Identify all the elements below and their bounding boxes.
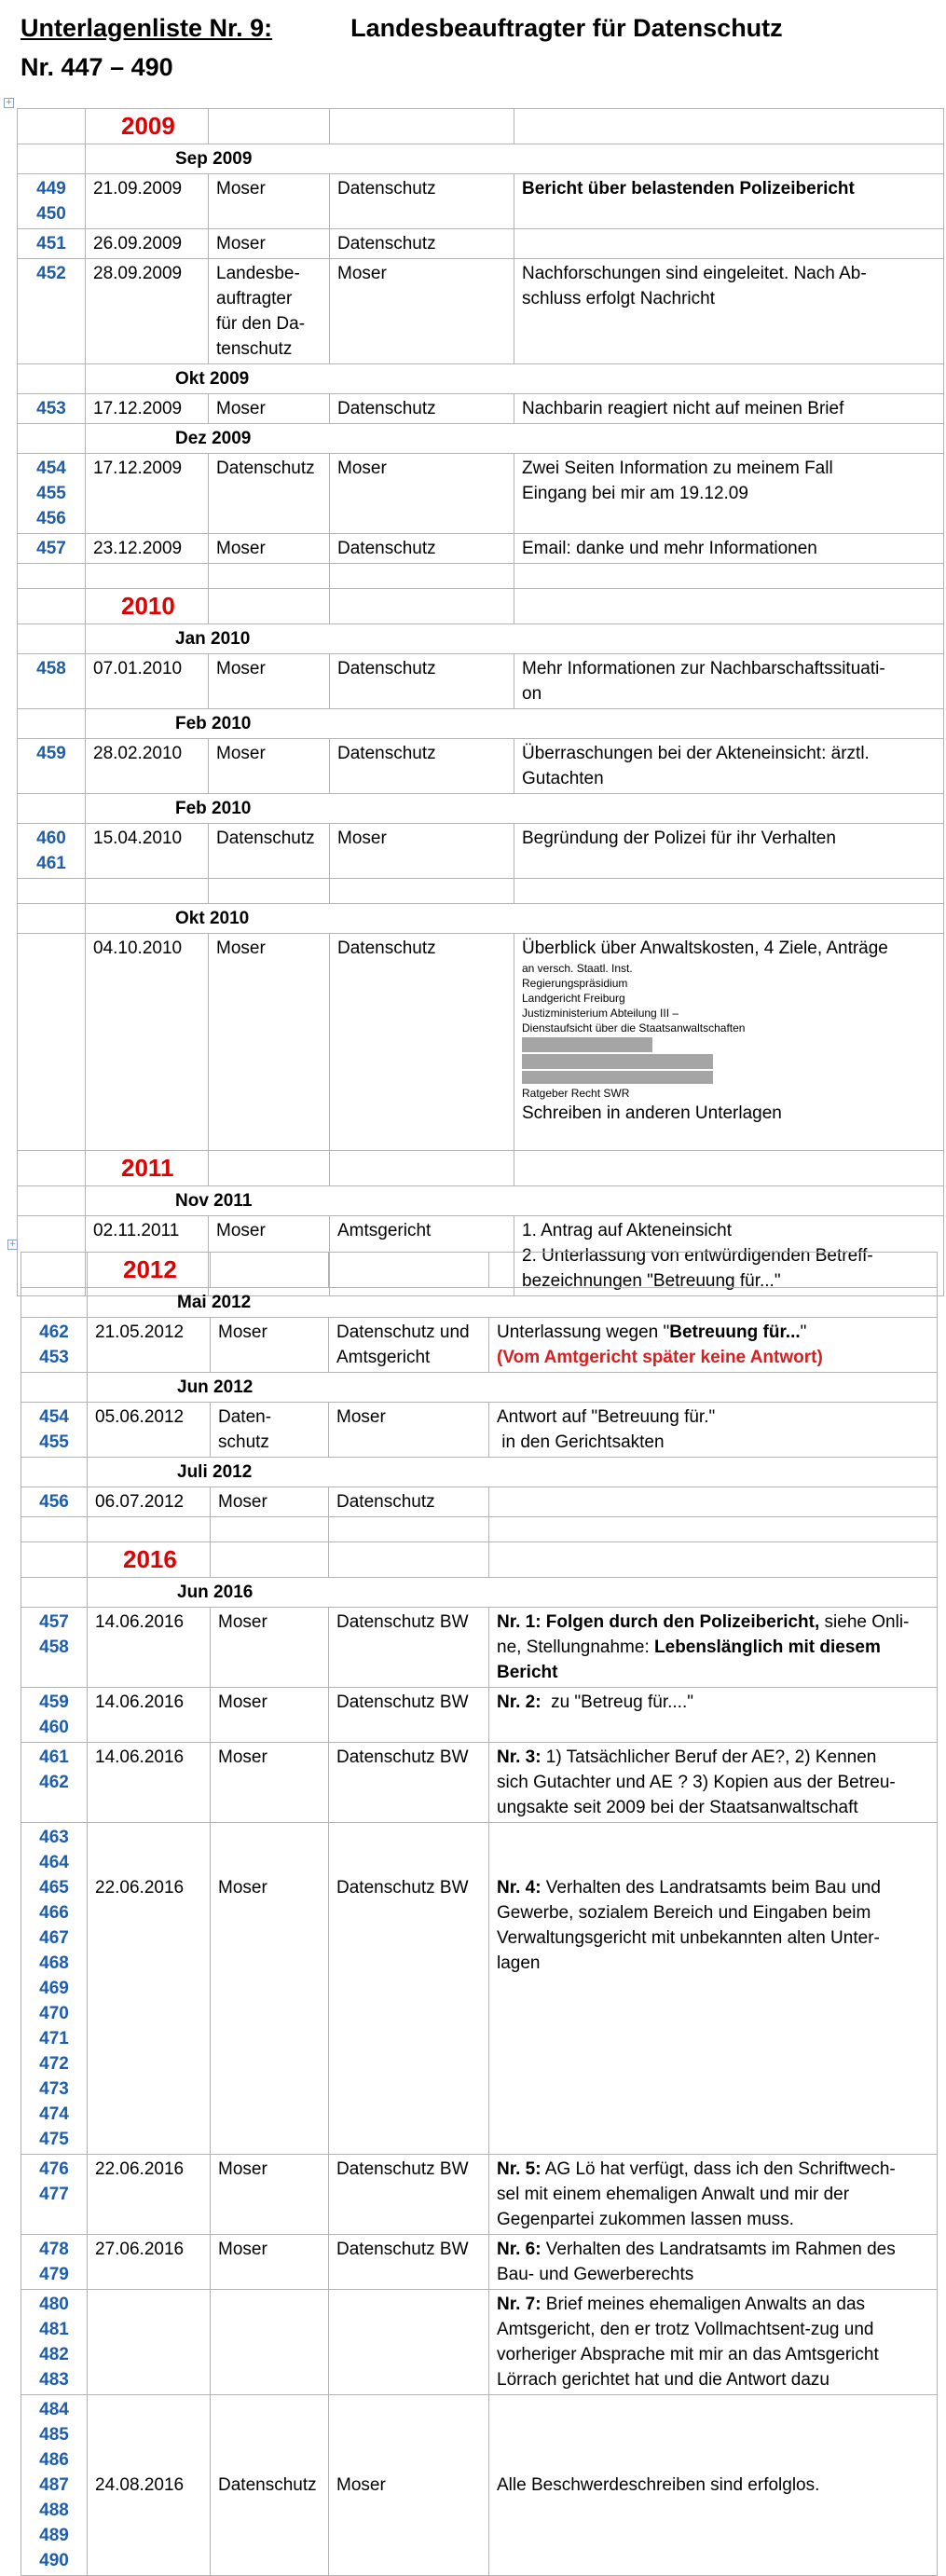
month-heading: Feb 2010 [86, 709, 944, 739]
description-cell: Nr. 3: 1) Tatsächlicher Beruf der AE?, 2) Kennen sich Gutachter und AE ? 3) Kopien aus der Betreu- ungsakte seit 2009 bei der Staatsanwaltschaft [489, 1743, 938, 1823]
recipient-cell: Datenschutz BW [329, 1743, 489, 1823]
recipient-cell: Moser [330, 824, 514, 879]
document-numbers: 449 450 [18, 174, 86, 229]
date-cell: 27.06.2016 [88, 2235, 211, 2290]
month-heading: Jan 2010 [86, 624, 944, 654]
document-numbers: 460 461 [18, 824, 86, 879]
document-numbers: 480 481 482 483 [21, 2290, 88, 2395]
recipient-cell: Datenschutz BW [329, 1608, 489, 1688]
date-cell: 28.09.2009 [86, 259, 209, 364]
recipient-cell: Datenschutz BW [329, 2155, 489, 2235]
description-cell: Nachforschungen sind eingeleitet. Nach Ab- schluss erfolgt Nachricht [514, 259, 944, 364]
recipient-cell: Moser [329, 2395, 489, 2576]
year-heading: 2016 [88, 1542, 211, 1578]
month-heading: Jun 2016 [88, 1578, 938, 1608]
date-cell: 06.07.2012 [88, 1487, 211, 1517]
sender-cell: Datenschutz [209, 454, 330, 534]
table-row [18, 739, 944, 794]
table-row [18, 229, 944, 259]
document-numbers [18, 934, 86, 1151]
sender-cell: Moser [209, 934, 330, 1151]
sender-cell: Daten- schutz [211, 1403, 329, 1458]
spacer-row [18, 564, 944, 589]
description-cell: Antwort auf "Betreuung für." in den Gerichtsakten [489, 1403, 938, 1458]
list-subtitle: Landesbeauftragter für Datenschutz [350, 14, 783, 42]
sender-cell: Moser [209, 654, 330, 709]
description-cell: Überraschungen bei der Akteneinsicht: ärztl. Gutachten [514, 739, 944, 794]
no-response-note: (Vom Amtgericht später keine Antwort) [497, 1348, 823, 1367]
date-cell [88, 2290, 211, 2395]
table-row [21, 2290, 938, 2395]
year-heading: 2011 [86, 1151, 209, 1186]
year-row [18, 109, 944, 144]
month-heading: Mai 2012 [88, 1288, 938, 1318]
month-row [21, 1578, 938, 1608]
description-cell: Mehr Informationen zur Nachbarschaftssituati- on [514, 654, 944, 709]
month-row [18, 794, 944, 824]
table-row [18, 454, 944, 534]
description-cell: Nr. 5: AG Lö hat verfügt, dass ich den Schriftwech- sel mit einem ehemaligen Anwalt und mir der Gegenpartei zukommen lassen muss. [489, 2155, 938, 2235]
sender-cell: Moser [211, 1743, 329, 1823]
table-row [21, 1608, 938, 1688]
document-header [21, 7, 934, 86]
month-heading: Jun 2012 [88, 1373, 938, 1403]
month-row [21, 1373, 938, 1403]
document-numbers: 461 462 [21, 1743, 88, 1823]
month-row [21, 1288, 938, 1318]
sender-cell: Moser [211, 2235, 329, 2290]
month-row [18, 364, 944, 394]
year-row [21, 1542, 938, 1578]
list-title: Unterlagenliste Nr. 9: [21, 14, 273, 42]
table-row [21, 2235, 938, 2290]
recipient-cell: Datenschutz [330, 174, 514, 229]
table-row [18, 934, 944, 1151]
recipient-cell: Datenschutz BW [329, 1823, 489, 2155]
date-cell: 22.06.2016 [88, 1823, 211, 2155]
document-numbers: 454 455 456 [18, 454, 86, 534]
month-heading: Sep 2009 [86, 144, 944, 174]
year-heading: 2009 [86, 109, 209, 144]
document-numbers: 457 [18, 534, 86, 564]
date-cell: 21.05.2012 [88, 1318, 211, 1373]
document-numbers: 452 [18, 259, 86, 364]
sender-cell: Moser [211, 1688, 329, 1743]
recipient-cell: Datenschutz [330, 739, 514, 794]
redacted-block [522, 1037, 652, 1052]
sender-cell: Moser [209, 739, 330, 794]
sender-cell: Landesbe- auftragter für den Da- tenschutz [209, 259, 330, 364]
redacted-block [522, 1054, 713, 1069]
month-row [18, 709, 944, 739]
description-cell: Nachbarin reagiert nicht auf meinen Brief [514, 394, 944, 424]
table-row [18, 174, 944, 229]
sender-cell: Datenschutz [209, 824, 330, 879]
sender-cell: Moser [209, 394, 330, 424]
date-cell: 05.06.2012 [88, 1403, 211, 1458]
description-cell: Alle Beschwerdeschreiben sind erfolglos. [489, 2395, 938, 2576]
year-heading: 2012 [88, 1253, 211, 1288]
document-numbers: 463 464 465 466 467 468 469 470 471 472 473 474 475 [21, 1823, 88, 2155]
sender-cell: Moser [209, 174, 330, 229]
month-row [21, 1458, 938, 1487]
sender-cell: Moser [209, 1216, 330, 1296]
table-row [21, 1688, 938, 1743]
recipient-cell: Datenschutz [330, 394, 514, 424]
date-cell: 14.06.2016 [88, 1608, 211, 1688]
description-cell [489, 1487, 938, 1517]
document-numbers: 457 458 [21, 1608, 88, 1688]
table-row [18, 824, 944, 879]
month-row [18, 144, 944, 174]
redacted-block [522, 1071, 713, 1084]
document-table-2009-2011 [17, 108, 944, 1296]
document-numbers: 451 [18, 229, 86, 259]
month-heading: Okt 2009 [86, 364, 944, 394]
sender-cell: Moser [211, 1318, 329, 1373]
date-cell: 17.12.2009 [86, 454, 209, 534]
description-cell: Bericht über belastenden Polizeibericht [514, 174, 944, 229]
description-cell: Nr. 2: zu "Betreug für...." [489, 1688, 938, 1743]
date-cell: 07.01.2010 [86, 654, 209, 709]
recipient-cell: Datenschutz [330, 534, 514, 564]
document-numbers: 476 477 [21, 2155, 88, 2235]
month-row [18, 904, 944, 934]
table-row [18, 259, 944, 364]
table-row [21, 1487, 938, 1517]
recipient-cell: Moser [329, 1403, 489, 1458]
recipient-cell: Amtsgericht [330, 1216, 514, 1296]
description-cell: Nr. 1: Folgen durch den Polizeibericht, siehe Onli- ne, Stellungnahme: Lebenslänglich mit diesem Bericht [489, 1608, 938, 1688]
date-cell: 26.09.2009 [86, 229, 209, 259]
date-cell: 04.10.2010 [86, 934, 209, 1151]
table-move-handle-icon[interactable]: + [8, 1240, 17, 1249]
recipient-cell: Moser [330, 454, 514, 534]
table-row [21, 2155, 938, 2235]
date-cell: 14.06.2016 [88, 1743, 211, 1823]
table-row [21, 1743, 938, 1823]
date-cell: 21.09.2009 [86, 174, 209, 229]
document-numbers: 459 [18, 739, 86, 794]
sender-cell: Moser [211, 1823, 329, 2155]
date-cell: 22.06.2016 [88, 2155, 211, 2235]
month-row [18, 424, 944, 454]
sender-cell: Moser [211, 1487, 329, 1517]
sender-cell: Moser [211, 1608, 329, 1688]
date-cell: 14.06.2016 [88, 1688, 211, 1743]
document-numbers: 454 455 [21, 1403, 88, 1458]
recipient-cell: Datenschutz BW [329, 1688, 489, 1743]
description-cell: Email: danke und mehr Informationen [514, 534, 944, 564]
sender-cell: Moser [209, 229, 330, 259]
date-cell: 28.02.2010 [86, 739, 209, 794]
recipient-cell: Datenschutz [330, 229, 514, 259]
document-numbers: 462 453 [21, 1318, 88, 1373]
table-row [21, 2395, 938, 2576]
table-row [21, 1403, 938, 1458]
recipient-cell: Datenschutz BW [329, 2235, 489, 2290]
month-heading: Dez 2009 [86, 424, 944, 454]
recipient-cell: Datenschutz [329, 1487, 489, 1517]
table-row [18, 534, 944, 564]
year-heading: 2010 [86, 589, 209, 624]
month-row [18, 1186, 944, 1216]
table-row [18, 654, 944, 709]
document-numbers: 458 [18, 654, 86, 709]
date-cell: 17.12.2009 [86, 394, 209, 424]
date-cell: 24.08.2016 [88, 2395, 211, 2576]
sender-cell: Datenschutz [211, 2395, 329, 2576]
document-table-2012-2016 [21, 1252, 938, 2576]
sender-cell [211, 2290, 329, 2395]
description-cell: Nr. 6: Verhalten des Landratsamts im Rahmen des Bau- und Gewerberechts [489, 2235, 938, 2290]
description-cell: Zwei Seiten Information zu meinem Fall Eingang bei mir am 19.12.09 [514, 454, 944, 534]
spacer-row [18, 879, 944, 904]
description-cell: Nr. 7: Brief meines ehemaligen Anwalts an das Amtsgericht, den er trotz Vollmachtsent-zug und vorheriger Absprache mit mir an das Amtsgericht Lörrach gerichtet hat und die Antwort dazu [489, 2290, 938, 2395]
description-cell: Nr. 4: Verhalten des Landratsamts beim Bau und Gewerbe, sozialem Bereich und Eingaben beim Verwaltungsgericht mit unbekannten alten Unter- lagen [489, 1823, 938, 2155]
date-cell: 23.12.2009 [86, 534, 209, 564]
document-numbers: 459 460 [21, 1688, 88, 1743]
sender-cell: Moser [211, 2155, 329, 2235]
recipient-cell: Datenschutz [330, 934, 514, 1151]
year-row [18, 1151, 944, 1186]
recipient-cell: Datenschutz und Amtsgericht [329, 1318, 489, 1373]
table-row [21, 1318, 938, 1373]
year-row [21, 1253, 938, 1288]
spacer-row [21, 1517, 938, 1542]
document-numbers: 456 [21, 1487, 88, 1517]
month-heading: Nov 2011 [86, 1186, 944, 1216]
year-row [18, 589, 944, 624]
recipient-cell: Datenschutz [330, 654, 514, 709]
table-row [21, 1823, 938, 2155]
table-row [18, 394, 944, 424]
recipient-cell: Moser [330, 259, 514, 364]
table-move-handle-icon[interactable]: + [5, 98, 13, 107]
document-numbers: 478 479 [21, 2235, 88, 2290]
description-cell: Überblick über Anwaltskosten, 4 Ziele, Anträge an versch. Staatl. Inst. Regierungspräsidium Landgericht Freiburg Justizministerium Abteilung III – Dienstaufsicht über die Staatsanwaltschaften Ratgeber Recht SWR Schreiben in anderen Unterlagen [514, 934, 944, 1151]
date-cell: 02.11.2011 [86, 1216, 209, 1296]
description-cell: Unterlassung wegen "Betreuung für..." (Vom Amtgericht später keine Antwort) [489, 1318, 938, 1373]
month-row [18, 624, 944, 654]
description-cell [514, 229, 944, 259]
number-range: Nr. 447 – 490 [21, 53, 173, 81]
sender-cell: Moser [209, 534, 330, 564]
recipient-cell [329, 2290, 489, 2395]
description-cell: Begründung der Polizei für ihr Verhalten [514, 824, 944, 879]
description-cell: 1. Antrag auf Akteneinsicht 2. Unterlassung von entwürdigenden Betreff- bezeichnungen "Betreuung für..." [514, 1216, 944, 1296]
month-heading: Juli 2012 [88, 1458, 938, 1487]
document-numbers: 453 [18, 394, 86, 424]
document-numbers: 484 485 486 487 488 489 490 [21, 2395, 88, 2576]
month-heading: Feb 2010 [86, 794, 944, 824]
date-cell: 15.04.2010 [86, 824, 209, 879]
month-heading: Okt 2010 [86, 904, 944, 934]
